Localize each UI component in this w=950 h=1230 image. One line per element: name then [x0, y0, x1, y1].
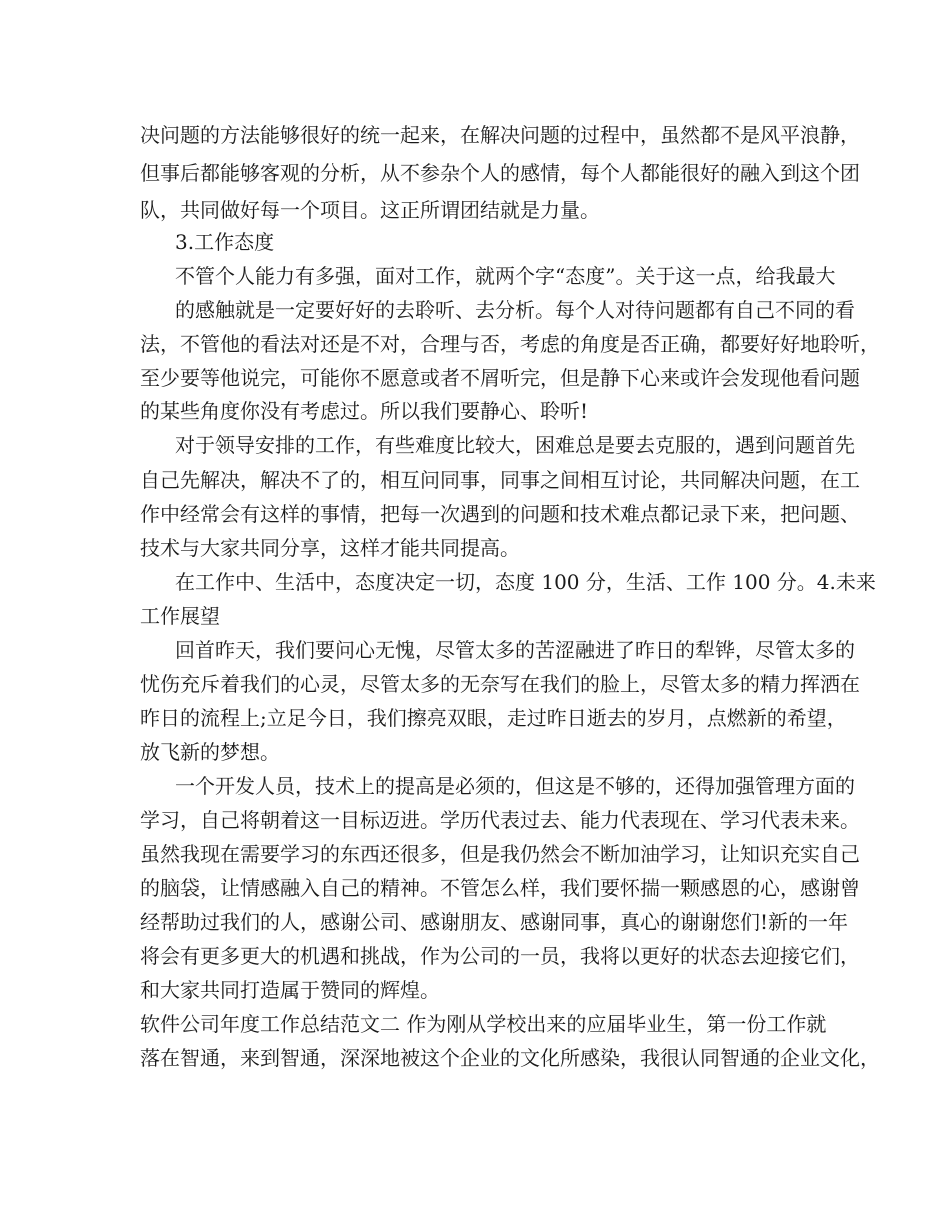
text-line: 的某些角度你没有考虑过。所以我们要静心、聆听!: [140, 399, 589, 423]
text-line: 自己先解决，解决不了的，相互问同事，同事之间相互讨论，共同解决问题，在工: [140, 468, 860, 492]
text-line: 经帮助过我们的人，感谢公司、感谢朋友、感谢同事，真心的谢谢您们!新的一年: [140, 910, 849, 934]
text-line: 放飞新的梦想。: [140, 740, 280, 764]
section-heading: 3.工作态度: [175, 230, 275, 254]
text-line: 学习，自己将朝着这一目标迈进。学历代表过去、能力代表现在、学习代表未来。: [140, 808, 860, 832]
text-line: 至少要等他说完，可能你不愿意或者不屑听完，但是静下心来或许会发现他看问题: [140, 366, 860, 390]
text-line: 但事后都能够客观的分析，从不参杂个人的感情，每个人都能很好的融入到这个团: [140, 161, 860, 185]
text-line: 的感触就是一定要好好的去聆听、去分析。每个人对待问题都有自己不同的看: [175, 298, 855, 322]
text-line: 的脑袋，让情感融入自己的精神。不管怎么样，我们要怀揣一颗感恩的心，感谢曾: [140, 876, 860, 900]
text-line: 忧伤充斥着我们的心灵，尽管太多的无奈写在我们的脸上，尽管太多的精力挥洒在: [140, 672, 860, 696]
text-line: 不管个人能力有多强，面对工作，就两个字“态度”。关于这一点，给我最大: [175, 264, 836, 288]
text-line: 回首昨天，我们要问心无愧，尽管太多的苦涩融进了昨日的犁铧，尽管太多的: [175, 638, 855, 662]
text-line: 作中经常会有这样的事情，把每一次遇到的问题和技术难点都记录下来，把问题、: [140, 502, 860, 526]
text-line: 对于领导安排的工作，有些难度比较大，困难总是要去克服的，遇到问题首先: [175, 433, 855, 457]
text-line: 决问题的方法能够很好的统一起来，在解决问题的过程中，虽然都不是风平浪静，: [140, 123, 860, 147]
text-line: 虽然我现在需要学习的东西还很多，但是我仍然会不断加油学习，让知识充实自己: [140, 842, 860, 866]
text-line: 法，不管他的看法对还是不对，合理与否，考虑的角度是否正确，都要好好地聆听，: [140, 332, 880, 356]
text-line: 落在智通，来到智通，深深地被这个企业的文化所感染，我很认同智通的企业文化，: [140, 1046, 880, 1070]
article-title-line: 软件公司年度工作总结范文二 作为刚从学校出来的应届毕业生，第一份工作就: [140, 1012, 827, 1036]
section-heading: 工作展望: [140, 604, 220, 628]
text-line: 队，共同做好每一个项目。这正所谓团结就是力量。: [140, 198, 600, 222]
text-line: 将会有更多更大的机遇和挑战，作为公司的一员，我将以更好的状态去迎接它们，: [140, 944, 860, 968]
text-line: 昨日的流程上;立足今日，我们擦亮双眼，走过昨日逝去的岁月，点燃新的希望，: [140, 706, 847, 730]
text-line: 一个开发人员，技术上的提高是必须的，但这是不够的，还得加强管理方面的: [175, 774, 855, 798]
text-line: 和大家共同打造属于赞同的辉煌。: [140, 978, 440, 1002]
text-line: 在工作中、生活中，态度决定一切，态度 100 分，生活、工作 100 分。4.未来: [175, 570, 876, 594]
text-line: 技术与大家共同分享，这样才能共同提高。: [140, 536, 520, 560]
